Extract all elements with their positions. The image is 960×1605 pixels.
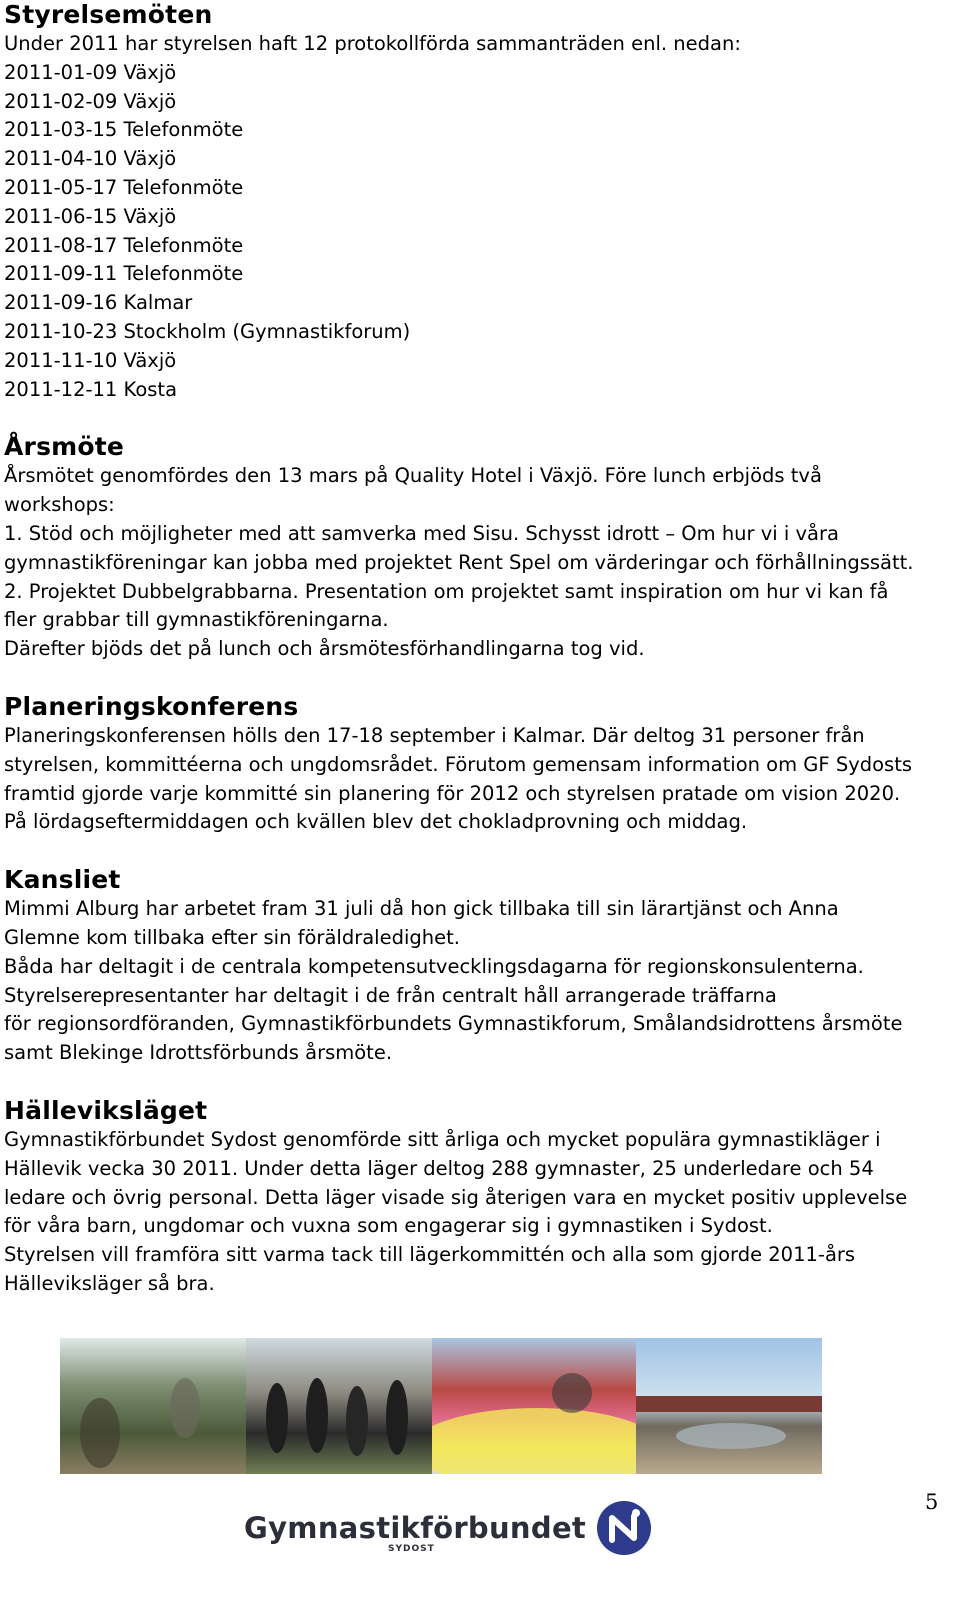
- paragraph-line: Hälleviksläger så bra.: [4, 1271, 215, 1295]
- photo-inflatable-track: [432, 1338, 636, 1474]
- logo-name: Gymnastikförbundet: [244, 1511, 587, 1545]
- meeting-date-line: 2011-01-09 Växjö: [4, 60, 177, 84]
- paragraph-line: Årsmötet genomfördes den 13 mars på Quality Hotel i Växjö. Före lunch erbjöds två: [4, 464, 822, 488]
- paragraph-line: Gymnastikförbundet Sydost genomförde sitt årliga och mycket populära gymnastikläger i: [4, 1127, 881, 1151]
- section-heading-kansliet: Kansliet: [4, 865, 121, 895]
- photo-camp-field: [636, 1338, 822, 1474]
- paragraph-line: för regionsordföranden, Gymnastikförbundets Gymnastikforum, Smålandsidrottens årsmöte: [4, 1012, 903, 1036]
- paragraph-line: Båda har deltagit i de centrala kompetensutvecklingsdagarna för regionskonsulenterna.: [4, 954, 864, 978]
- gymnastikforbundet-logo: [244, 1498, 652, 1558]
- meeting-date-line: 2011-03-15 Telefonmöte: [4, 118, 244, 142]
- meeting-date-line: 2011-02-09 Växjö: [4, 89, 177, 113]
- paragraph-line: Därefter bjöds det på lunch och årsmötesförhandlingarna tog vid.: [4, 637, 645, 661]
- meeting-date-line: 2011-09-16 Kalmar: [4, 291, 193, 315]
- section-heading-halleviklagret: Hälleviksläget: [4, 1095, 208, 1125]
- paragraph-line: Mimmi Alburg har arbetet fram 31 juli då hon gick tillbaka till sin lärartjänst och Anna: [4, 897, 839, 921]
- camp-photo-collage: [60, 1338, 822, 1474]
- paragraph-line: fler grabbar till gymnastikföreningarna.: [4, 608, 389, 632]
- paragraph-line: framtid gjorde varje kommitté sin planering för 2012 och styrelsen pratade om vision 2020.: [4, 781, 901, 805]
- meeting-date-line: 2011-08-17 Telefonmöte: [4, 233, 244, 257]
- document-body: [4, 0, 944, 1299]
- photo-forest-climbing: [60, 1338, 246, 1474]
- gf-emblem-icon: [596, 1500, 652, 1556]
- paragraph-line: 2. Projektet Dubbelgrabbarna. Presentation om projektet samt inspiration om hur vi kan få: [4, 579, 889, 603]
- meeting-date-line: 2011-09-11 Telefonmöte: [4, 262, 244, 286]
- section-heading-planeringskonferens: Planeringskonferens: [4, 691, 299, 721]
- paragraph-line: styrelsen, kommittéerna och ungdomsrådet. Förutom gemensam information om GF Sydosts: [4, 752, 913, 776]
- paragraph-line: Styrelsen vill framföra sitt varma tack till lägerkommittén och alla som gjorde 2011-års: [4, 1243, 856, 1267]
- paragraph-line: Under 2011 har styrelsen haft 12 protokollförda sammanträden enl. nedan:: [4, 32, 741, 55]
- section-heading-styrelsemoten: Styrelsemöten: [4, 0, 213, 29]
- paragraph-line: samt Blekinge Idrottsförbunds årsmöte.: [4, 1041, 393, 1065]
- paragraph-line: för våra barn, ungdomar och vuxna som engagerar sig i gymnastiken i Sydost.: [4, 1214, 773, 1238]
- meeting-date-line: 2011-05-17 Telefonmöte: [4, 175, 244, 199]
- meeting-date-line: 2011-04-10 Växjö: [4, 147, 177, 171]
- meeting-date-line: 2011-10-23 Stockholm (Gymnastikforum): [4, 319, 411, 343]
- paragraph-line: Glemne kom tillbaka efter sin föräldraledighet.: [4, 925, 460, 949]
- paragraph-line: På lördagseftermiddagen och kvällen blev det chokladprovning och middag.: [4, 810, 748, 834]
- meeting-date-line: 2011-06-15 Växjö: [4, 204, 177, 228]
- paragraph-line: gymnastikföreningar kan jobba med projektet Rent Spel om värderingar och förhållningssätt.: [4, 550, 914, 574]
- logo-subtitle: SYDOST: [388, 1544, 435, 1554]
- paragraph-line: ledare och övrig personal. Detta läger visade sig återigen vara en mycket positiv upplevelse: [4, 1185, 908, 1209]
- page-number: 5: [925, 1490, 939, 1514]
- paragraph-line: Planeringskonferensen hölls den 17-18 september i Kalmar. Där deltog 31 personer från: [4, 723, 865, 747]
- photo-gymnasts-group: [246, 1338, 432, 1474]
- paragraph-line: Styrelserepresentanter har deltagit i de från centralt håll arrangerade träffarna: [4, 983, 777, 1007]
- section-heading-arsmote: Årsmöte: [4, 432, 125, 462]
- meeting-date-line: 2011-12-11 Kosta: [4, 377, 178, 401]
- paragraph-line: workshops:: [4, 493, 115, 517]
- meeting-date-line: 2011-11-10 Växjö: [4, 348, 177, 372]
- paragraph-line: 1. Stöd och möjligheter med att samverka med Sisu. Schysst idrott – Om hur vi i våra: [4, 521, 839, 545]
- paragraph-line: Hällevik vecka 30 2011. Under detta läger deltog 288 gymnaster, 25 underledare och 54: [4, 1156, 874, 1180]
